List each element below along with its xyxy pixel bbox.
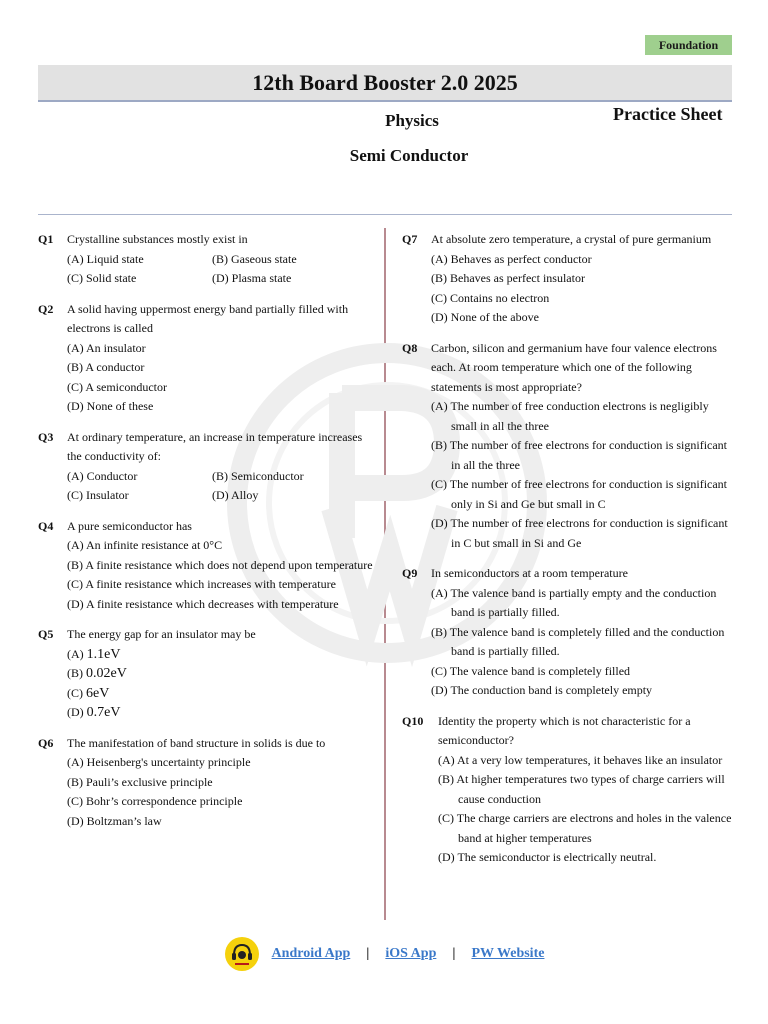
option-value: 0.7eV [86,705,121,720]
level-badge: Foundation [645,35,732,55]
question-text: In semiconductors at a room temperature [431,566,628,580]
option-label: (D) [67,705,84,719]
question-q3 [38,428,378,506]
option-label: (A) [67,646,84,661]
option-c: (C) Contains no electron [431,290,550,305]
question-number: Q8 [402,340,418,355]
question-number: Q5 [38,627,54,641]
question-number: Q2 [38,301,54,316]
question-q8 [402,339,732,554]
option-c: (C) A finite resistance which increases with temperature [67,577,336,591]
question-number: Q9 [402,566,418,580]
option-c: (C) The valence band is completely filled [431,663,631,678]
question-q4 [38,517,378,615]
option-a: (A) Heisenberg's uncertainty principle [67,755,251,769]
option-a: (A) Behaves as perfect conductor [431,251,592,266]
option-b: (B) A conductor [67,360,145,374]
option-c: (C) Bohr’s correspondence principle [67,794,243,808]
option-d: (D) None of these [67,399,154,413]
column-divider [384,228,386,920]
pw-website-link[interactable]: PW Website [471,946,545,961]
option-c: (C) The charge carriers are electrons and holes in the valence band at higher temperatures [438,811,732,845]
option-b: (B) Pauli’s exclusive principle [67,774,213,789]
option-value: 6eV [86,685,110,701]
question-number: Q1 [38,232,54,246]
option-d: (D) Boltzman’s law [67,813,162,828]
option-label: (C) [67,685,83,700]
option-c: (C) Solid state [67,271,137,285]
option-c [67,684,378,704]
option-a: (A) Conductor [67,468,138,483]
option-c: (C) The number of free electrons for conduction is significant only in Si and Ge but small in C [431,477,728,511]
option-b [67,664,378,684]
option-d: (D) Alloy [212,488,259,502]
option-c: (C) Insulator [67,488,129,502]
question-text: The manifestation of band structure in solids is due to [67,735,326,750]
option-d [67,703,378,723]
question-q9 [402,564,732,701]
option-a: (A) The valence band is partially empty and the conduction band is partially filled. [431,585,717,619]
ios-app-link[interactable]: iOS App [385,946,437,961]
question-number: Q3 [38,429,54,444]
option-b: (B) A finite resistance which does not depend upon temperature [67,557,373,572]
question-text: The energy gap for an insulator may be [67,627,256,641]
question-text: Identity the property which is not characteristic for a semiconductor? [438,713,691,747]
option-a: (A) An infinite resistance at 0°C [67,538,223,552]
question-q6 [38,734,378,832]
option-b: (B) Behaves as perfect insulator [431,271,585,285]
footer-separator: | [366,946,370,961]
option-b: (B) Gaseous state [212,251,297,266]
footer-separator: | [452,946,456,961]
option-b: (B) The number of free electrons for conduction is significant in all the three [431,438,728,472]
page-title: 12th Board Booster 2.0 2025 [38,65,732,102]
question-number: Q10 [402,713,424,728]
question-q5 [38,625,378,723]
option-a: (A) An insulator [67,340,146,355]
question-number: Q4 [38,518,54,533]
question-text: A solid having uppermost energy band partially filled with electrons is called [67,301,349,335]
option-c: (C) A semiconductor [67,379,167,394]
left-column [38,230,378,842]
question-q10 [402,712,732,868]
question-q1 [38,230,378,289]
header-divider [38,214,732,215]
android-app-link[interactable]: Android App [271,946,351,961]
question-text: Crystalline substances mostly exist in [67,232,248,246]
right-column [402,230,732,879]
question-text: At ordinary temperature, an increase in temperature increases the conductivity of: [67,429,363,463]
footer-links [0,936,768,972]
question-q7 [402,230,732,328]
option-a: (A) The number of free conduction electrons is negligibly small in all the three [431,399,709,433]
option-value: 0.02eV [86,666,127,681]
option-d: (D) Plasma state [212,271,292,285]
chapter-heading: Semi Conductor [349,146,469,165]
option-d: (D) None of the above [431,310,539,324]
option-b: (B) The valence band is completely filled and the conduction band is partially filled. [431,624,725,658]
option-d: (D) The semiconductor is electrically neutral. [438,850,657,864]
question-number: Q7 [402,232,418,246]
question-text: A pure semiconductor has [67,518,192,533]
option-b: (B) Semiconductor [212,468,304,483]
option-a: (A) Liquid state [67,251,144,266]
option-d: (D) The number of free electrons for conduction is significant in C but small in Si and Ge [431,516,728,550]
customer-service-icon [224,936,260,972]
sheet-type-heading: Practice Sheet [613,104,723,124]
question-text: At absolute zero temperature, a crystal of pure germanium [431,232,712,246]
option-a: (A) At a very low temperatures, it behaves like an insulator [438,752,723,767]
option-d: (D) The conduction band is completely empty [431,683,653,697]
option-label: (B) [67,666,83,680]
subject-heading: Physics [385,111,439,130]
option-b: (B) At higher temperatures two types of charge carriers will cause conduction [438,772,725,806]
question-q2 [38,300,378,417]
question-text: Carbon, silicon and germanium have four valence electrons each. At room temperature which one of the following statements is most appropriate? [431,340,717,394]
option-value: 1.1eV [86,646,121,662]
option-a [67,645,378,665]
question-number: Q6 [38,735,54,750]
option-d: (D) A finite resistance which decreases with temperature [67,596,339,611]
